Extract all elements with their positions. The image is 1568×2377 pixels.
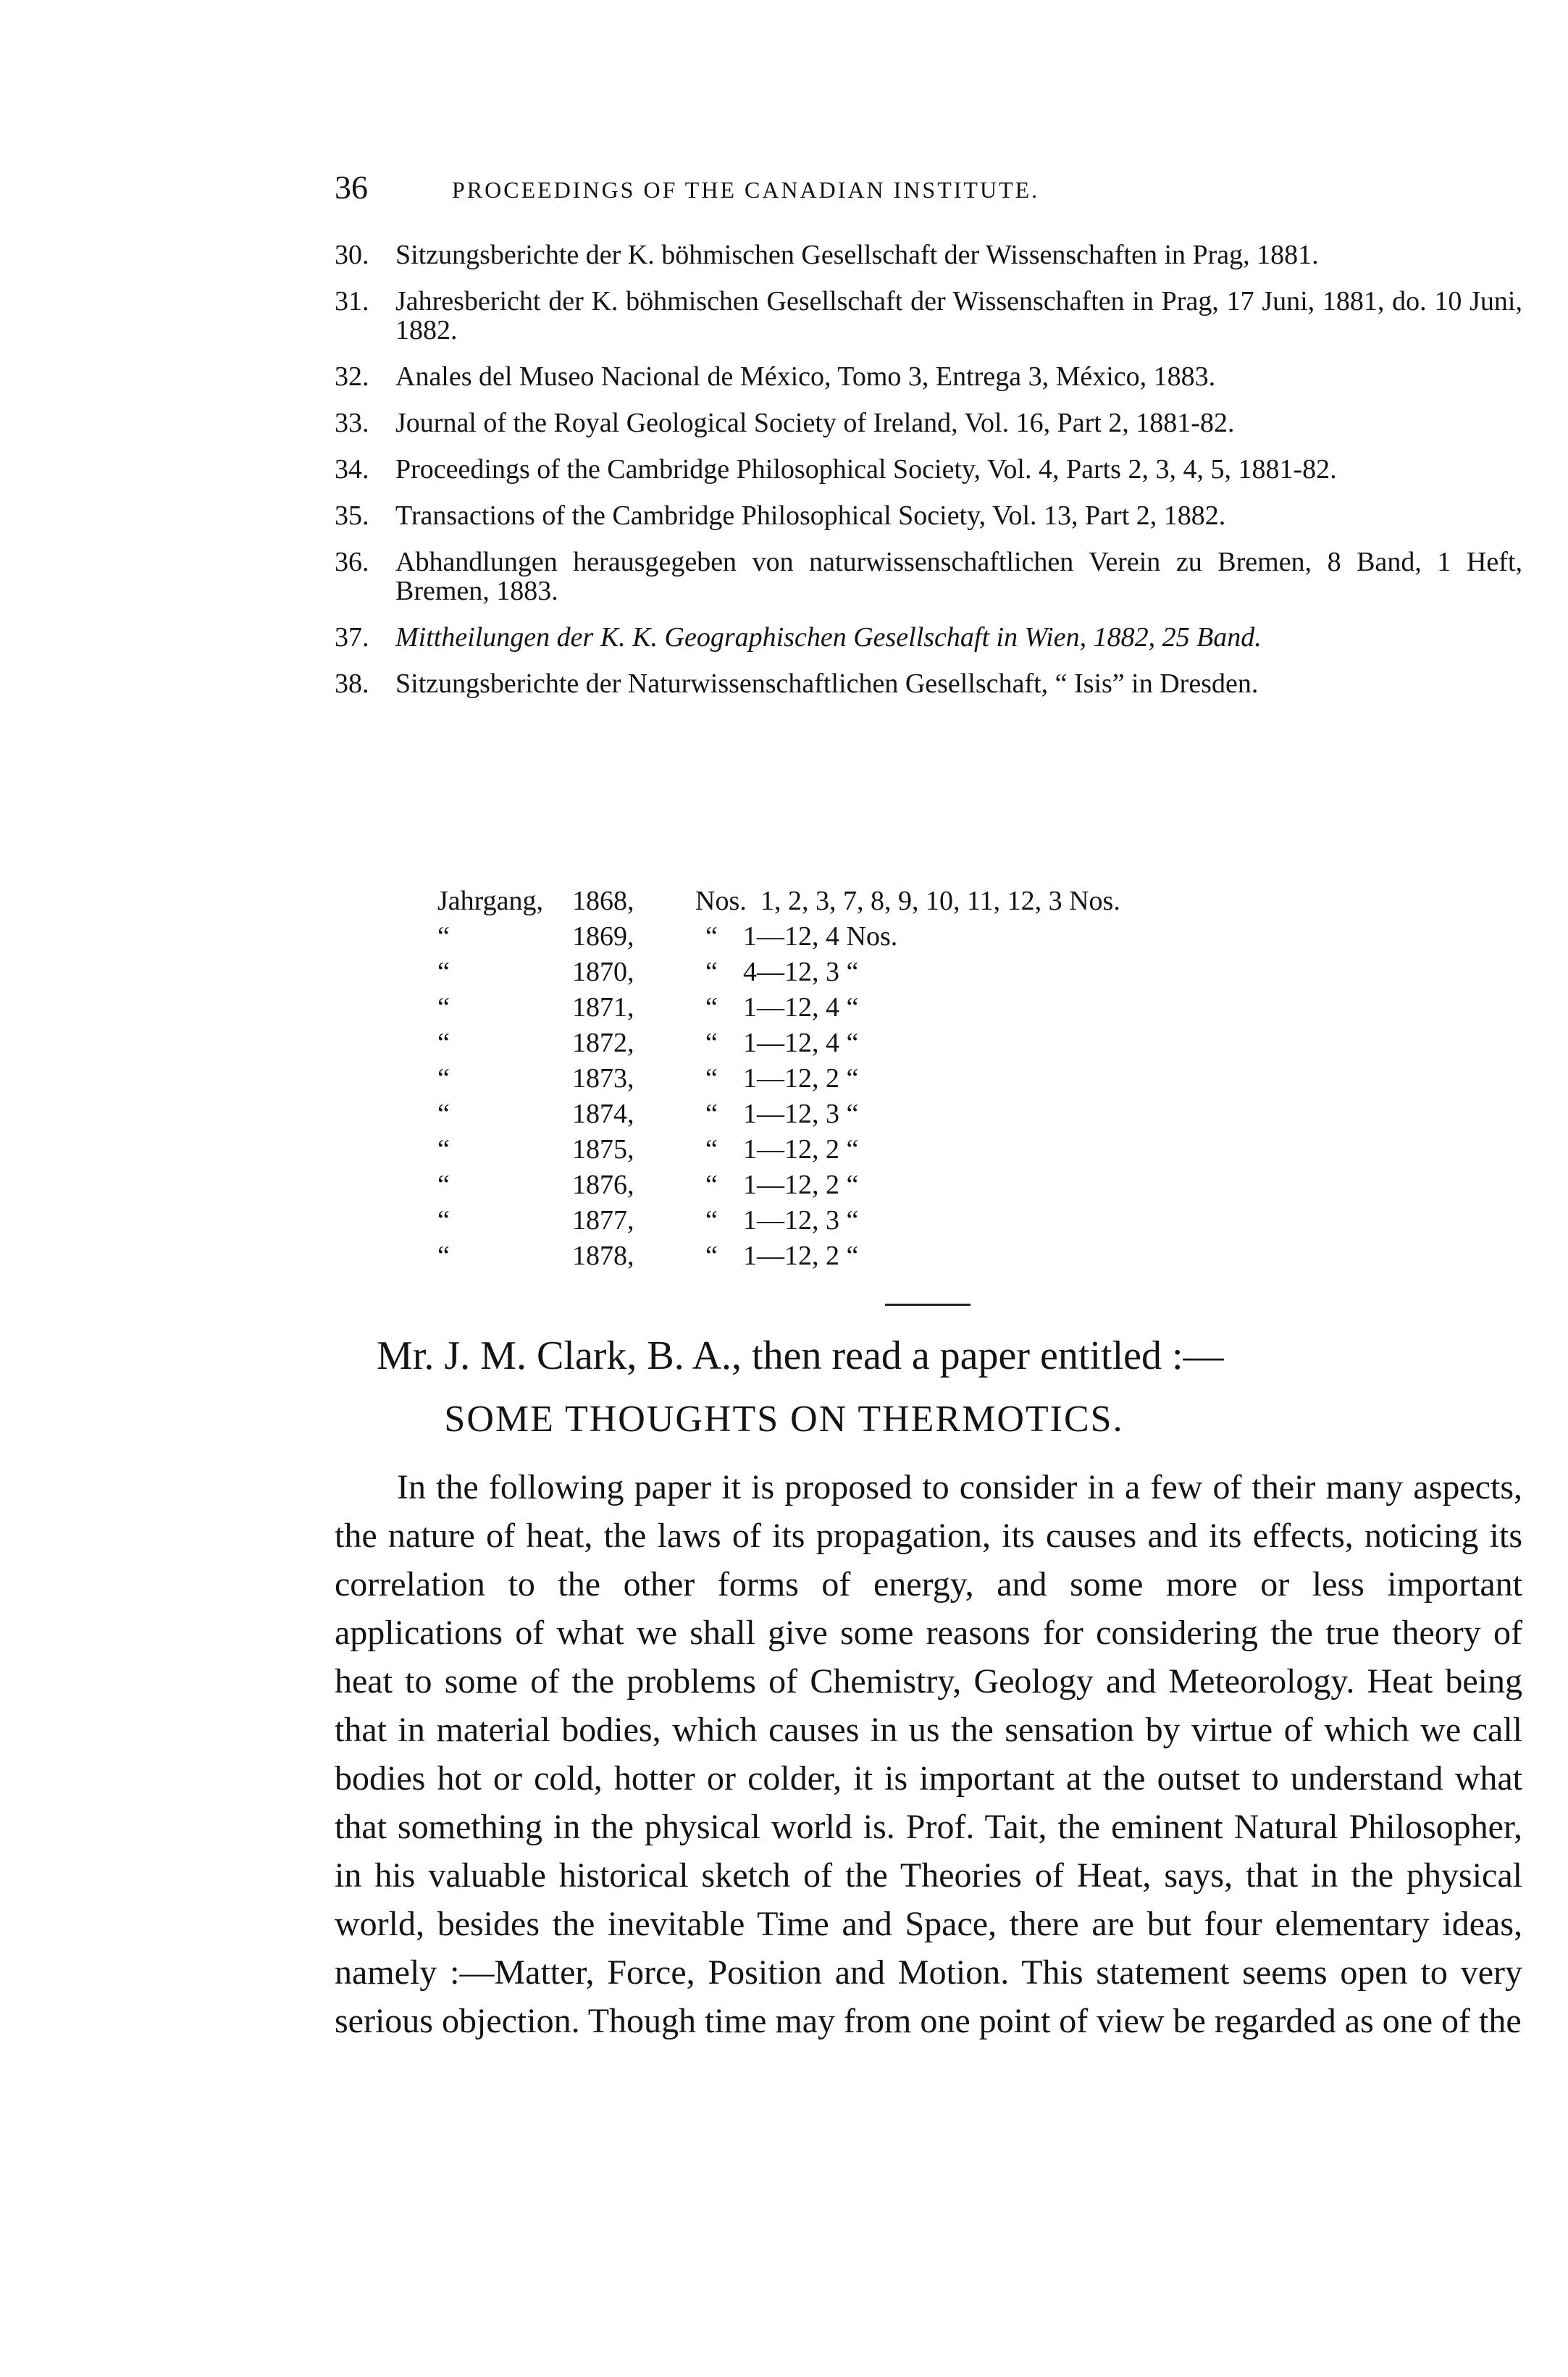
row-mark: “ [705, 1205, 718, 1236]
jahrgang-table [437, 885, 1451, 1275]
item-number: 30. [335, 240, 369, 270]
list-item [335, 623, 1522, 652]
item-text: Jahresbericht der K. böhmischen Gesellschaft der Wissenschaften in Prag, 17 Juni, 1881, do. 10 Juni, 1882. [395, 286, 1522, 345]
table-row [437, 1204, 1451, 1240]
row-year: 1876, [572, 1170, 634, 1200]
row-mark: “ [705, 1170, 718, 1200]
row-label: “ [437, 1170, 450, 1200]
row-range: 1—12, 2 “ [743, 1170, 859, 1200]
row-label: “ [437, 1028, 450, 1058]
table-row [437, 1240, 1451, 1275]
item-number: 32. [335, 361, 369, 392]
table-row [437, 992, 1451, 1027]
item-number: 31. [335, 286, 369, 316]
table-row [437, 1062, 1451, 1098]
paper-title: SOME THOUGHTS ON THERMOTICS. [444, 1399, 1124, 1440]
table-row [437, 885, 1451, 921]
row-label: “ [437, 921, 450, 952]
row-mark: “ [705, 1063, 718, 1094]
table-row [437, 1133, 1451, 1169]
item-text: Transactions of the Cambridge Philosophical Society, Vol. 13, Part 2, 1882. [395, 500, 1226, 531]
list-item [335, 362, 1522, 391]
paper-announcement: Mr. J. M. Clark, B. A., then read a paper entitled :— [377, 1333, 1224, 1378]
list-item [335, 501, 1522, 530]
row-year: 1870, [572, 957, 634, 987]
row-year: 1877, [572, 1205, 634, 1236]
row-year: 1874, [572, 1099, 634, 1129]
row-year: 1869, [572, 921, 634, 952]
row-range: 1—12, 4 Nos. [743, 921, 898, 952]
page-header [335, 168, 1522, 226]
table-row [437, 1098, 1451, 1133]
table-row [437, 1027, 1451, 1062]
list-item [335, 287, 1522, 345]
body-paragraph: In the following paper it is proposed to consider in a few of their many aspects, the nature of heat, the laws of its propagation, its causes and its effects, noticing its correlation to the other forms of energy, and some more or less important applications of what we shall give some reasons for considering the true theory of heat to some of the problems of Chemistry, Geology and Meteorology. Heat being that in material bodies, which causes in us the sensation by virtue of which we call bodies hot or cold, hotter or colder, it is important at the outset to understand what that something in the physical world is. Prof. Tait, the eminent Natural Philosopher, in his valuable historical sketch of the Theories of Heat, says, that in the physical world, besides the inevitable Time and Space, there are but four elementary ideas, namely :—Matter, Force, Position and Motion. This statement seems open to very serious objection. Though time may from one point of view be regarded as one of the [335, 1468, 1522, 2040]
row-range: 1—12, 2 “ [743, 1063, 859, 1094]
item-number: 38. [335, 668, 369, 699]
row-year: 1871, [572, 992, 634, 1023]
row-range: 1—12, 4 “ [743, 992, 859, 1023]
list-item [335, 240, 1522, 269]
row-range: 1, 2, 3, 7, 8, 9, 10, 11, 12, 3 Nos. [760, 886, 1120, 916]
list-item [335, 408, 1522, 437]
item-text: Journal of the Royal Geological Society of Ireland, Vol. 16, Part 2, 1881-82. [395, 408, 1235, 438]
row-year: 1873, [572, 1063, 634, 1094]
item-text: Proceedings of the Cambridge Philosophical Society, Vol. 4, Parts 2, 3, 4, 5, 1881-82. [395, 454, 1337, 485]
row-label: Jahrgang, [437, 886, 543, 916]
table-row [437, 1169, 1451, 1204]
list-item [335, 669, 1522, 698]
row-year: 1878, [572, 1241, 634, 1271]
row-label: “ [437, 1205, 450, 1236]
item-text: Sitzungsberichte der Naturwissenschaftlichen Gesellschaft, “ Isis” in Dresden. [395, 668, 1259, 699]
row-mark: “ [705, 1099, 718, 1129]
row-mark: “ [705, 957, 718, 987]
table-row [437, 921, 1451, 956]
row-mark: Nos. [695, 886, 747, 916]
item-number: 36. [335, 547, 369, 577]
item-number: 37. [335, 622, 369, 653]
item-text: Abhandlungen herausgegeben von naturwissenschaftlichen Verein zu Bremen, 8 Band, 1 Heft, Bremen, 1883. [395, 547, 1522, 606]
row-range: 4—12, 3 “ [743, 957, 859, 987]
item-number: 34. [335, 454, 369, 485]
row-mark: “ [705, 1134, 718, 1165]
row-year: 1872, [572, 1028, 634, 1058]
row-mark: “ [705, 921, 718, 952]
row-year: 1868, [572, 886, 634, 916]
row-range: 1—12, 3 “ [743, 1099, 859, 1129]
row-range: 1—12, 4 “ [743, 1028, 859, 1058]
item-text: Sitzungsberichte der K. böhmischen Gesellschaft der Wissenschaften in Prag, 1881. [395, 240, 1319, 270]
item-number: 35. [335, 500, 369, 531]
item-number: 33. [335, 408, 369, 438]
row-label: “ [437, 1241, 450, 1271]
section-divider [885, 1304, 970, 1306]
page-number: 36 [335, 169, 368, 206]
item-text: Mittheilungen der K. K. Geographischen Gesellschaft in Wien, 1882, 25 Band. [395, 622, 1262, 653]
row-label: “ [437, 1134, 450, 1165]
exchange-list [335, 240, 1522, 716]
running-head: PROCEEDINGS OF THE CANADIAN INSTITUTE. [452, 177, 1040, 203]
table-row [437, 956, 1451, 992]
row-range: 1—12, 3 “ [743, 1205, 859, 1236]
row-label: “ [437, 957, 450, 987]
row-range: 1—12, 2 “ [743, 1134, 859, 1165]
row-label: “ [437, 992, 450, 1023]
list-item [335, 455, 1522, 484]
row-range: 1—12, 2 “ [743, 1241, 859, 1271]
row-label: “ [437, 1099, 450, 1129]
row-label: “ [437, 1063, 450, 1094]
list-item [335, 548, 1522, 605]
row-year: 1875, [572, 1134, 634, 1165]
item-text: Anales del Museo Nacional de México, Tomo 3, Entrega 3, México, 1883. [395, 361, 1216, 392]
row-mark: “ [705, 1241, 718, 1271]
row-mark: “ [705, 1028, 718, 1058]
row-mark: “ [705, 992, 718, 1023]
